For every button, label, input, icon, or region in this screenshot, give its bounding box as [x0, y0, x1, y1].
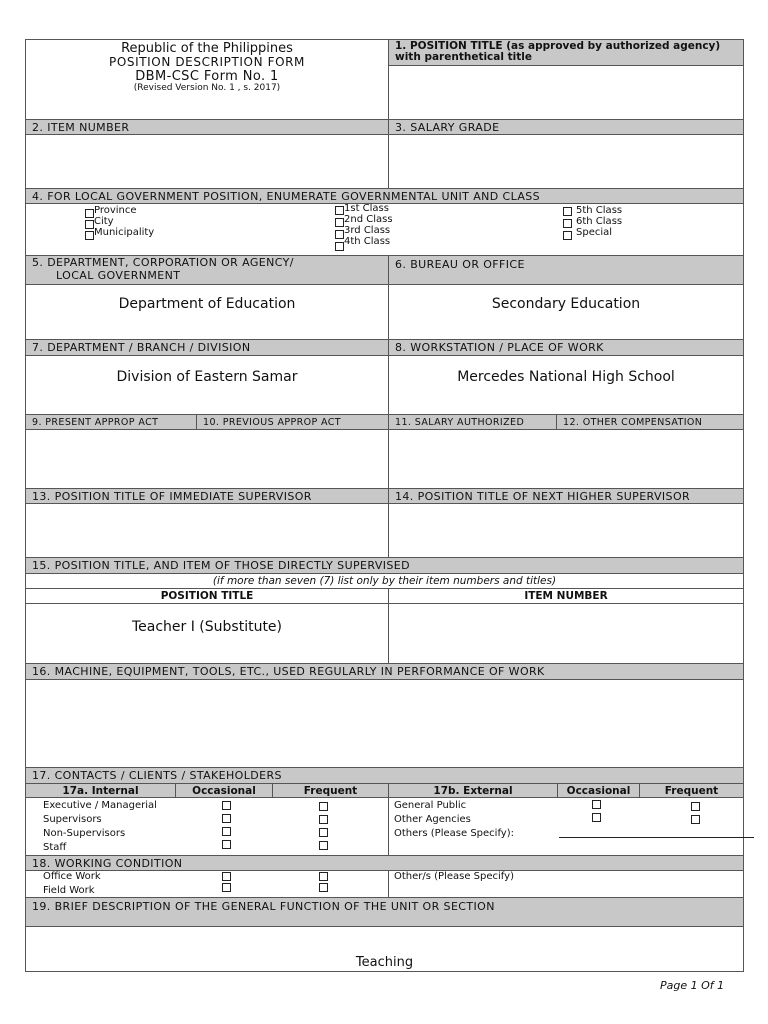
salary-field[interactable] [388, 429, 744, 489]
form-number: DBM-CSC Form No. 1 [135, 69, 279, 84]
external-agencies-label: Other Agencies [394, 814, 471, 825]
unit-function-field[interactable] [25, 926, 744, 972]
executive-frequent-checkbox[interactable] [319, 802, 328, 811]
internal-occasional-header: Occasional [175, 783, 273, 798]
contacts-label: 17. CONTACTS / CLIENTS / STAKEHOLDERS [25, 767, 744, 784]
previous-approp-label: 10. PREVIOUS APPROP ACT [196, 414, 389, 430]
office-work-occasional-checkbox[interactable] [222, 872, 231, 881]
republic-title: Republic of the Philippines [121, 41, 293, 56]
external-frequent-header: Frequent [639, 783, 744, 798]
class-3rd-label: 3rd Class [344, 225, 391, 236]
field-work-frequent-checkbox[interactable] [319, 883, 328, 892]
directly-supervised-label: 15. POSITION TITLE, AND ITEM OF THOSE DIRECTLY SUPERVISED [25, 557, 744, 574]
supervised-position-value: Teacher I (Substitute) [131, 619, 283, 635]
position-title-label [388, 39, 744, 66]
staff-occasional-checkbox[interactable] [222, 840, 231, 849]
internal-executive-label: Executive / Managerial [43, 800, 157, 811]
field-work-label: Field Work [43, 885, 95, 896]
item-number-label: 2. ITEM NUMBER [25, 119, 389, 135]
form-header [25, 39, 389, 120]
field-work-occasional-checkbox[interactable] [222, 883, 231, 892]
external-header: 17b. External [388, 783, 558, 798]
municipality-label: Municipality [94, 227, 155, 238]
external-public-label: General Public [394, 800, 467, 811]
local-gov-label: 4. FOR LOCAL GOVERNMENT POSITION, ENUMERATE GOVERNMENTAL UNIT AND CLASS [25, 188, 744, 204]
present-approp-label: 9. PRESENT APPROP ACT [25, 414, 197, 430]
working-condition-divider [388, 870, 389, 898]
working-condition-table [25, 870, 744, 898]
internal-header: 17a. Internal [25, 783, 176, 798]
immediate-supervisor-field[interactable] [25, 503, 389, 558]
class-1st-label: 1st Class [344, 203, 389, 214]
public-occasional-checkbox[interactable] [592, 800, 601, 809]
unit-function-value: Teaching [355, 955, 414, 970]
class-4th-checkbox[interactable] [335, 242, 344, 251]
working-condition-label: 18. WORKING CONDITION [25, 855, 744, 871]
internal-supervisors-label: Supervisors [43, 814, 102, 825]
supervisors-occasional-checkbox[interactable] [222, 814, 231, 823]
division-field[interactable] [25, 355, 389, 415]
office-work-frequent-checkbox[interactable] [319, 872, 328, 881]
approp-field[interactable] [25, 429, 389, 489]
class-5th-checkbox[interactable] [563, 207, 572, 216]
public-frequent-checkbox[interactable] [691, 802, 700, 811]
class-6th-label: 6th Class [576, 216, 623, 227]
salary-authorized-label: 11. SALARY AUTHORIZED [388, 414, 557, 430]
class-special-label: Special [576, 227, 613, 238]
other-compensation-label: 12. OTHER COMPENSATION [556, 414, 744, 430]
directly-supervised-note-row [25, 573, 744, 589]
item-number-field[interactable] [25, 134, 389, 189]
department-value: Department of Education [118, 296, 296, 312]
department-label [25, 255, 389, 285]
item-number-col-label: ITEM NUMBER [524, 590, 608, 602]
salary-grade-label: 3. SALARY GRADE [388, 119, 744, 135]
contacts-divider [388, 798, 389, 856]
directly-supervised-note: (if more than seven (7) list only by their item numbers and titles) [212, 575, 557, 587]
bureau-value: Secondary Education [491, 296, 641, 312]
equipment-field[interactable] [25, 679, 744, 768]
salary-grade-field[interactable] [388, 134, 744, 189]
municipality-checkbox[interactable] [85, 231, 94, 240]
supervised-position-field[interactable] [25, 603, 389, 664]
bureau-label: 6. BUREAU OR OFFICE [388, 255, 744, 285]
class-special-checkbox[interactable] [563, 231, 572, 240]
next-higher-supervisor-field[interactable] [388, 503, 744, 558]
province-label: Province [94, 205, 137, 216]
immediate-supervisor-label: 13. POSITION TITLE OF IMMEDIATE SUPERVISOR [25, 488, 389, 504]
position-title-label-text: 1. POSITION TITLE (as approved by authorized agency) with parenthetical title [395, 40, 721, 63]
executive-occasional-checkbox[interactable] [222, 801, 231, 810]
external-occasional-header: Occasional [557, 783, 640, 798]
class-1st-checkbox[interactable] [335, 206, 344, 215]
nonsupervisors-occasional-checkbox[interactable] [222, 827, 231, 836]
staff-frequent-checkbox[interactable] [319, 841, 328, 850]
revised-version: (Revised Version No. 1 , s. 2017) [133, 83, 281, 93]
others-specify-line[interactable] [559, 837, 754, 838]
next-higher-supervisor-label: 14. POSITION TITLE OF NEXT HIGHER SUPERVISOR [388, 488, 744, 504]
position-title-col-label: POSITION TITLE [160, 590, 254, 602]
department-field[interactable] [25, 284, 389, 340]
bureau-field[interactable] [388, 284, 744, 340]
class-6th-checkbox[interactable] [563, 219, 572, 228]
agencies-frequent-checkbox[interactable] [691, 815, 700, 824]
position-title-col-header [25, 588, 389, 604]
workstation-field[interactable] [388, 355, 744, 415]
internal-frequent-header: Frequent [272, 783, 389, 798]
form-title: POSITION DESCRIPTION FORM [108, 55, 306, 69]
class-5th-label: 5th Class [576, 205, 623, 216]
other-condition-label: Other/s (Please Specify) [394, 871, 514, 882]
division-value: Division of Eastern Samar [116, 369, 298, 385]
class-4th-label: 4th Class [344, 236, 391, 247]
item-number-col-header [388, 588, 744, 604]
workstation-label: 8. WORKSTATION / PLACE OF WORK [388, 339, 744, 356]
workstation-value: Mercedes National High School [457, 369, 675, 385]
department-label-line2: LOCAL GOVERNMENT [56, 268, 181, 282]
province-checkbox[interactable] [85, 209, 94, 218]
division-label: 7. DEPARTMENT / BRANCH / DIVISION [25, 339, 389, 356]
class-2nd-checkbox[interactable] [335, 218, 344, 227]
internal-nonsupervisors-label: Non-Supervisors [43, 828, 126, 839]
supervisors-frequent-checkbox[interactable] [319, 815, 328, 824]
internal-staff-label: Staff [43, 842, 67, 853]
external-others-label: Others (Please Specify): [394, 828, 514, 839]
agencies-occasional-checkbox[interactable] [592, 813, 601, 822]
nonsupervisors-frequent-checkbox[interactable] [319, 828, 328, 837]
supervised-item-field[interactable] [388, 603, 744, 664]
class-3rd-checkbox[interactable] [335, 230, 344, 239]
department-label-line1: 5. DEPARTMENT, CORPORATION OR AGENCY/ [32, 256, 294, 269]
page-number: Page 1 Of 1 [660, 979, 725, 992]
class-2nd-label: 2nd Class [344, 214, 393, 225]
city-label: City [94, 216, 114, 227]
city-checkbox[interactable] [85, 220, 94, 229]
unit-function-label: 19. BRIEF DESCRIPTION OF THE GENERAL FUNCTION OF THE UNIT OR SECTION [25, 897, 744, 927]
office-work-label: Office Work [43, 871, 101, 882]
equipment-label: 16. MACHINE, EQUIPMENT, TOOLS, ETC., USED REGULARLY IN PERFORMANCE OF WORK [25, 663, 744, 680]
